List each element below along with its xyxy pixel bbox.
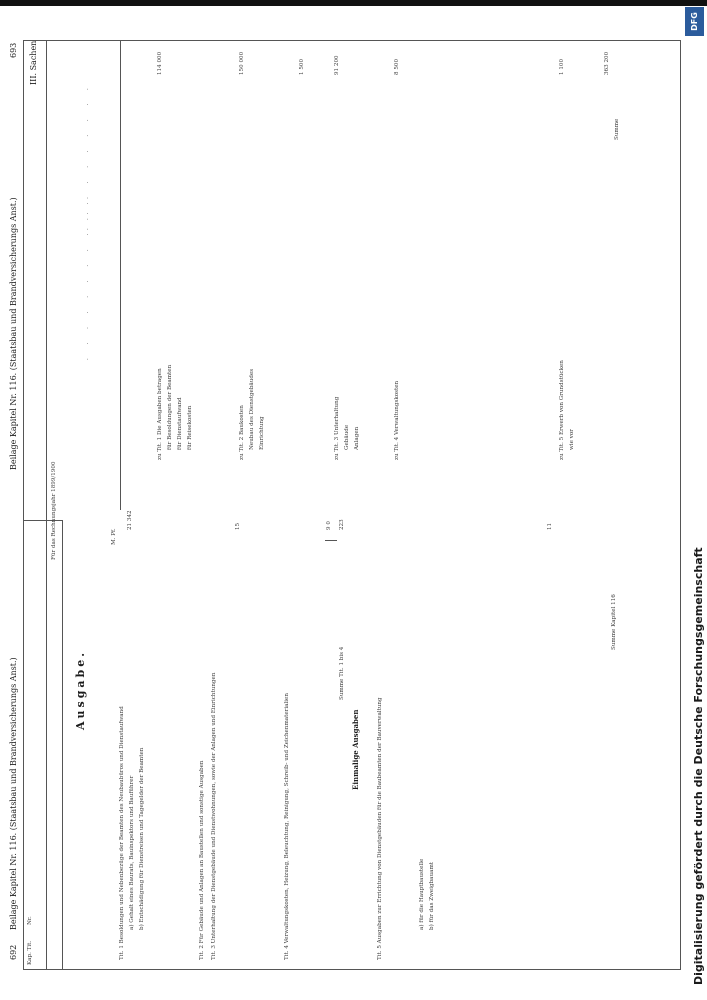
entry-tit1-b: b) Entschädigung für Dienstreisen und Tagegelder der Beamten [139, 747, 145, 930]
right-page-gutter [120, 40, 121, 510]
right-entry-6: Einrichtung [259, 416, 265, 450]
right-total-5: 1 100 [559, 58, 565, 75]
scan-top-edge [0, 0, 707, 6]
entry-tit4: Tit. 4 Verwaltungskosten, Heizung, Beleuchtung, Reinigung, Schreib- und Zeichenmaterialien [284, 693, 290, 960]
sum-rule-left [325, 540, 337, 541]
dfg-logo: DFG [685, 7, 704, 36]
unit-column-header: M. Pf. [111, 528, 117, 545]
entry-tit2: Tit. 2 Für Gebäude und Anlagen an Baustellen und sonstige Ausgaben [199, 760, 205, 960]
right-total-0: 114 000 [157, 51, 163, 75]
right-entry-12: wie vor [569, 429, 575, 450]
column-header-nr: Nr. [27, 916, 33, 925]
right-total-3: 91 200 [334, 55, 340, 75]
running-title-right: Beilage Kapitel Nr. 116. (Staatsbau und Brandversicherungs Anst.) [9, 197, 18, 470]
entry-tit3: Tit. 3 Unterhaltung der Dienstgebäude und Dienstwohnungen, sowie der Anlagen und Einrichtungen [211, 672, 217, 960]
entry-tit5-a: a) für die Hauptbaustelle [419, 858, 425, 930]
column-header-kap: Kap. Tit. [27, 940, 33, 965]
page-number-left: 692 [9, 944, 18, 960]
entry-tit1: Tit. 1 Besoldungen und Nebenbezüge der Beamten des Neubaubüros und Dienstaufwand [119, 706, 125, 960]
bottom-frame-rule [23, 969, 680, 970]
entry-tit1-a: a) Gehalt eines Baurats, Bauinspektors und Bauführer [129, 775, 135, 930]
amount-sum: 223 [339, 519, 345, 530]
dot-leader-1: . . . . . . . . . . [84, 82, 90, 230]
section-label-right: III. Sachen [29, 40, 38, 85]
left-margin-rule [23, 40, 24, 970]
page-number-right: 693 [9, 42, 18, 58]
right-entry-0: zu Tit. 1 Die Ausgaben betragen [157, 368, 163, 460]
entry-tit5-b: b) für das Zweigbauamt [429, 862, 435, 930]
right-total-6: 363 200 [604, 51, 610, 75]
right-entry-3: für Reisekosten [187, 405, 193, 450]
right-entry-11: zu Tit. 5 Erwerb von Grundstücken [559, 360, 565, 460]
dfg-caption: Digitalisierung gefördert durch die Deutsche Forschungsgemeinschaft [692, 547, 705, 985]
right-bottom-note: Summe [614, 118, 620, 140]
right-entry-7: zu Tit. 3 Unterhaltung [334, 396, 340, 460]
right-outer-rule [680, 40, 681, 970]
right-entry-4: zu Tit. 2 Baukosten [239, 405, 245, 460]
page-gutter-rule [46, 40, 47, 970]
top-frame-rule [23, 40, 680, 41]
amount-tit1: 21 342 [127, 510, 133, 530]
right-entry-1: für Besoldungen der Beamten [167, 364, 173, 450]
right-total-2: 1 500 [299, 58, 305, 75]
entry-kapitel-sum: Summe Kapitel 116 [611, 594, 617, 650]
dot-leader-2: . . . . . . . . . . . [84, 196, 90, 360]
amount-tit4: 9 0 [326, 521, 332, 530]
amount-tit5: 11 [547, 522, 553, 530]
right-entry-9: Anlagen [354, 426, 360, 450]
ausgabe-heading: Ausgabe. [74, 649, 87, 730]
running-title-left: Beilage Kapitel Nr. 116. (Staatsbau und Brandversicherungs Anst.) [9, 657, 18, 930]
entry-sum-1-4: Summe Tit. 1 bis 4 [339, 646, 345, 700]
year-column-header: Für das Rechnungsjahr 1899/1900 [51, 461, 57, 560]
amount-tit2: 15 [235, 522, 241, 530]
right-entry-5: Neubau des Dienstgebäudes [249, 368, 255, 450]
right-total-4: 8 500 [394, 58, 400, 75]
entry-tit5: Tit. 5 Ausgaben zur Errichtung von Dienstgebäuden für die Baubeamten der Bauverwaltung [377, 697, 383, 960]
right-total-1: 150 000 [239, 51, 245, 75]
right-entry-2: für Dienstaufwand [177, 397, 183, 450]
right-entry-10: zu Tit. 4 Verwaltungskosten [394, 380, 400, 460]
one-time-heading: Einmalige Ausgaben [351, 709, 360, 790]
right-entry-8: Gebäude [344, 424, 350, 450]
amount-column-rule [62, 520, 63, 970]
